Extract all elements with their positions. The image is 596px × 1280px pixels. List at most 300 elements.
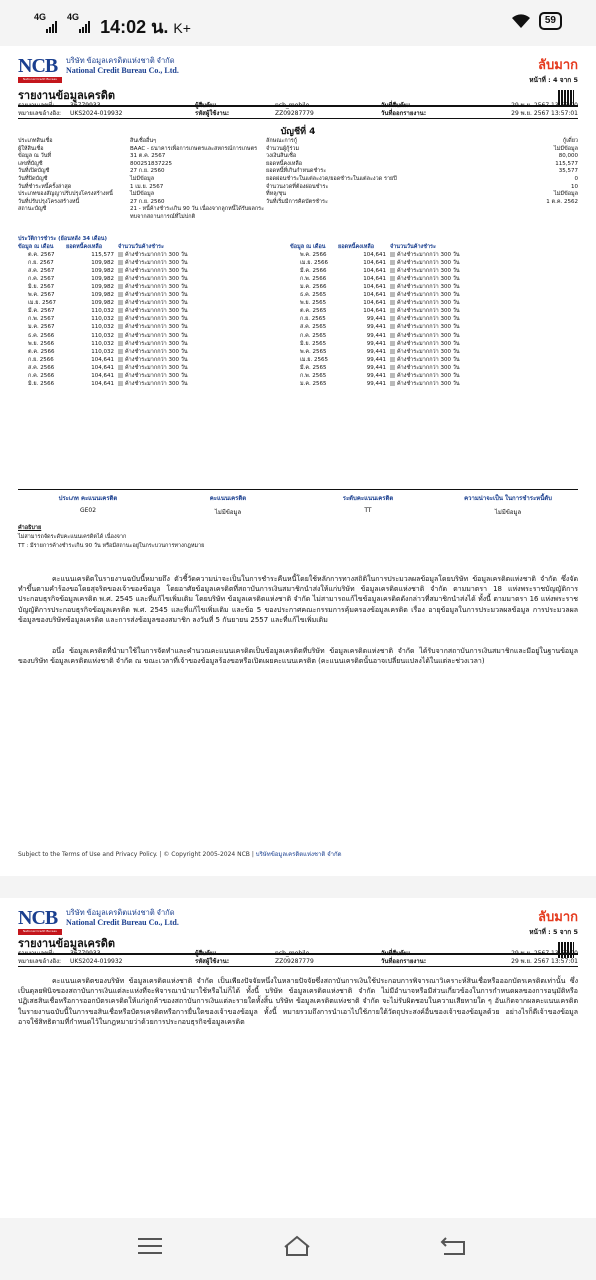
history-month bbox=[18, 251, 66, 259]
page-number: หน้าที่ : 4 จาก 5 bbox=[529, 76, 578, 84]
history-text: ค้างชำระมากกว่า 300 วัน bbox=[397, 276, 460, 283]
confidential-label: ลับมาก bbox=[538, 910, 578, 925]
history-text: ค้างชำระมากกว่า 300 วัน bbox=[125, 380, 188, 387]
account-cell: 27 ก.ย. 2560 bbox=[130, 198, 165, 205]
clock: 14:02 น. bbox=[100, 17, 169, 37]
status-left bbox=[34, 12, 191, 41]
history-row bbox=[18, 364, 238, 372]
history-text: 99,441 bbox=[366, 332, 386, 339]
page-number: หน้าที่ : 5 จาก 5 bbox=[529, 928, 578, 936]
status-box-icon bbox=[390, 349, 395, 354]
report-date: 29 พ.ย. 2567 13:57:01 bbox=[511, 958, 578, 965]
account-cell: ไม่มีข้อมูล bbox=[130, 191, 155, 198]
history-text: ค้างชำระมากกว่า 300 วัน bbox=[125, 268, 188, 275]
history-month bbox=[290, 267, 338, 275]
history-status bbox=[390, 291, 510, 299]
history-month bbox=[18, 323, 66, 331]
history-row bbox=[290, 372, 510, 380]
company-name-en: National Credit Bureau Co., Ltd. bbox=[66, 918, 179, 927]
account-cell: ไม่มีข้อมูล bbox=[553, 191, 578, 198]
history-balance bbox=[338, 323, 390, 331]
footer-link[interactable]: บริษัทข้อมูลเครดิตแห่งชาติ จำกัด bbox=[255, 851, 342, 858]
history-row bbox=[290, 291, 510, 299]
account-cell: ที่หลุ/ชุน bbox=[266, 191, 286, 198]
history-month bbox=[18, 267, 66, 275]
disclaimer-paragraph-3: คะแนนเครดิตของบริษัท ข้อมูลเครดิตแห่งชาติ จำกัด เป็นเพียงปัจจัยหนึ่งในหลายปัจจัยซึ่งสถาบันการเงินใช้ประกอบการพิจารณาวิเคราะห์สินเชื่อหรือออกบัตรเครดิตเท่านั้น ซึ่งเป็นดุลยพินิจของสถาบันการเงินแต่ละแห่งที่จะพิจารณานำมาใช้หรือไม่ก็ได้ ทั้งนี้ บริษัท ข้อมูลเครดิตแห่งชาติ จำกัด ไม่มีอำนาจหรือมีส่วนเกี่ยวข้องในการกำหนดผลของการอนุมัติหรือปฏิเสธสินเชื่อหรือการออกบัตรเครดิตให้แก่ลูกค้าของสถาบันการเงินแต่ละรายใดทั้งสิ้น บริษัท ข้อมูลเครดิตแห่งชาติ จำกัด จะไม่รับผิดชอบในความเสียหายใด ๆ อันเกิดจากผลคะแนนเครดิตในรายงานฉบับนี้ในการขอสินเชื่อหรือบัตรเครดิตหรือการยื่นใดของเจ้าของข้อมูล ทั้งนี้ หมายรวมถึงการนำเอาไปใช้ภายใต้วัตถุประสงค์อื่นของเจ้าของข้อมูลด้วย อย่างไรก็ดีเจ้าของข้อมูลอาจใช้สิทธิตามที่กำหนดไว้ในกฎหมายว่าด้วยการประกอบธุรกิจข้อมูลเครดิต bbox=[18, 977, 578, 1026]
history-balance bbox=[66, 275, 118, 283]
account-cell: วันที่เริ่มมีการคิดบัตรชำระ bbox=[266, 198, 328, 205]
history-month bbox=[290, 251, 338, 259]
history-text: 99,441 bbox=[366, 364, 386, 371]
disclaimer-paragraph-1: คะแนนเครดิตในรายงานฉบับนี้หมายถึง ตัวชี้วัดความน่าจะเป็นในการชำระคืนหนี้โดยใช้หลักการทางสถิติในการประมวลผลข้อมูลโดยบริษัท ข้อมูลเครดิตแห่งชาติ จำกัด ซึ่งจัดทำขึ้นตามคำร้องขอโดยสุจริตของเจ้าของข้อมูล โดยอาศัยข้อมูลเครดิตที่สถาบันการเงินสมาชิกนำส่งให้แก่บริษัท ข้อมูลเครดิตแห่งชาติ จำกัด ตามมาตรา 18 แห่งพระราชบัญญัติการประกอบธุรกิจข้อมูลเครดิต พ.ศ. 2545 และที่แก้ไขเพิ่มเติม โดยบริษัท ข้อมูลเครดิตแห่งชาติ จำกัด ไม่สามารถแก้ไขข้อมูลเครดิตดังกล่าวที่สมาชิกนำส่งได้ ทั้งนี้ ตามมาตรา 16 แห่งพระราชบัญญัติการประกอบธุรกิจข้อมูลเครดิต พ.ศ. 2545 และที่แก้ไขเพิ่มเติม และข้อ 5 ของประกาศคณะกรรมการคุ้มครองข้อมูลเครดิต เรื่อง อายุข้อมูลในการประมวลผลข้อมูล การประมวลผลข้อมูลของบริษัทข้อมูลเครดิต และการส่งข้อมูลของสมาชิก ลงวันที่ 5 กันยายน 2557 และที่แก้ไขเพิ่มเติม bbox=[18, 575, 578, 624]
account-cell: ประเภทของสัญญาปรับปรุงโครงสร้างหนี้ bbox=[18, 191, 113, 198]
status-right bbox=[511, 12, 562, 30]
meta-label: วันที่สืบค้น: bbox=[381, 102, 411, 109]
history-text: ส.ค. 2567 bbox=[28, 268, 55, 275]
status-box-icon bbox=[118, 284, 123, 289]
history-text: ต.ค. 2566 bbox=[28, 348, 55, 355]
account-cell: 800251837225 bbox=[130, 160, 172, 167]
history-balance bbox=[338, 380, 390, 388]
history-text: 110,032 bbox=[91, 324, 114, 331]
history-row bbox=[18, 332, 238, 340]
status-box-icon bbox=[118, 381, 123, 386]
report-title: รายงานข้อมูลเครดิต bbox=[18, 934, 578, 955]
history-row bbox=[290, 323, 510, 331]
page-footer bbox=[18, 849, 342, 859]
score-probability: ไม่มีข้อมูล bbox=[494, 509, 522, 516]
history-month bbox=[290, 299, 338, 307]
history-balance bbox=[66, 332, 118, 340]
account-row bbox=[18, 191, 578, 199]
history-text: ก.ย. 2566 bbox=[28, 356, 54, 363]
history-text: ค้างชำระมากกว่า 300 วัน bbox=[125, 340, 188, 347]
recent-apps-icon[interactable] bbox=[135, 1234, 165, 1258]
history-balance bbox=[338, 364, 390, 372]
home-icon[interactable] bbox=[282, 1234, 312, 1258]
account-cell: 35,577 bbox=[558, 168, 578, 175]
notes bbox=[18, 524, 578, 551]
history-balance bbox=[66, 340, 118, 348]
account-cell: สินเชื่ออื่นๆ bbox=[130, 138, 157, 144]
account-details bbox=[18, 138, 578, 222]
history-text: ธ.ค. 2566 bbox=[28, 332, 55, 339]
history-month bbox=[290, 364, 338, 372]
note-line: TT : มีรายการค้างชำระเกิน 90 วัน หรือมีสถานะอยู่ในกระบวนการทางกฎหมาย bbox=[18, 543, 205, 549]
status-box-icon bbox=[118, 333, 123, 338]
history-text: ค้างชำระมากกว่า 300 วัน bbox=[125, 300, 188, 307]
history-month bbox=[290, 307, 338, 315]
history-row bbox=[290, 332, 510, 340]
credit-score-summary bbox=[18, 489, 578, 517]
account-cell: วันที่เปิดบัญชี bbox=[18, 168, 50, 175]
query-date: 29 พ.ย. 2567 13:57:00 bbox=[511, 102, 578, 109]
report-title: รายงานข้อมูลเครดิต bbox=[18, 86, 578, 107]
logo-text: NCB bbox=[18, 907, 58, 929]
user-id: ZZ09287779 bbox=[275, 110, 314, 117]
history-row bbox=[18, 267, 238, 275]
account-cell: วันที่ชำระหนี้ครั้งล่าสุด bbox=[18, 183, 72, 190]
status-box-icon bbox=[118, 373, 123, 378]
account-cell: จำนวนผู้กู้ร่วม bbox=[266, 145, 300, 152]
report-meta bbox=[18, 950, 578, 967]
history-text: 109,982 bbox=[91, 284, 114, 291]
history-status bbox=[118, 372, 238, 380]
logo-sub: National Credit Bureau bbox=[18, 929, 62, 935]
account-cell: เลขที่บัญชี bbox=[18, 160, 43, 167]
history-status bbox=[390, 323, 510, 331]
status-box-icon bbox=[118, 349, 123, 354]
status-box-icon bbox=[118, 308, 123, 313]
history-text: 104,641 bbox=[91, 364, 114, 371]
history-text: 104,641 bbox=[363, 300, 386, 307]
back-icon[interactable] bbox=[438, 1234, 468, 1258]
history-text: ส.ค. 2566 bbox=[28, 364, 55, 371]
history-balance bbox=[338, 275, 390, 283]
requester: ncb_mobile bbox=[275, 950, 310, 957]
status-box-icon bbox=[118, 365, 123, 370]
status-box-icon bbox=[390, 333, 395, 338]
history-month bbox=[290, 291, 338, 299]
account-cell: 1 ต.ค. 2562 bbox=[546, 198, 578, 205]
history-balance bbox=[66, 364, 118, 372]
history-row bbox=[290, 283, 510, 291]
ncb-logo bbox=[18, 56, 62, 84]
history-balance bbox=[66, 380, 118, 388]
history-text: ค้างชำระมากกว่า 300 วัน bbox=[397, 380, 460, 387]
history-balance bbox=[338, 340, 390, 348]
history-row bbox=[18, 259, 238, 267]
account-row bbox=[18, 138, 578, 146]
account-heading: บัญชีที่ 4 bbox=[280, 127, 316, 137]
history-text: ค้างชำระมากกว่า 300 วัน bbox=[125, 316, 188, 323]
history-row bbox=[290, 299, 510, 307]
history-text: ก.ย. 2565 bbox=[300, 316, 326, 323]
history-row bbox=[290, 267, 510, 275]
history-balance bbox=[66, 348, 118, 356]
account-row bbox=[18, 153, 578, 161]
history-row bbox=[18, 283, 238, 291]
history-month bbox=[18, 307, 66, 315]
history-month bbox=[18, 259, 66, 267]
account-cell: วันที่ปิดบัญชี bbox=[18, 175, 48, 182]
history-balance bbox=[338, 332, 390, 340]
status-box-icon bbox=[390, 316, 395, 321]
score-value: ไม่มีข้อมูล bbox=[214, 509, 242, 516]
history-text: ก.พ. 2565 bbox=[300, 372, 327, 379]
history-text: 99,441 bbox=[366, 348, 386, 355]
reference-number: UKS2024-019932 bbox=[70, 110, 123, 117]
account-row bbox=[18, 206, 578, 221]
history-text: มิ.ย. 2567 bbox=[28, 284, 55, 291]
history-text: ค้างชำระมากกว่า 300 วัน bbox=[125, 324, 188, 331]
history-month bbox=[18, 299, 66, 307]
meta-label: หมายเลขอ้างอิง: bbox=[18, 110, 62, 117]
history-month bbox=[290, 356, 338, 364]
history-balance bbox=[338, 299, 390, 307]
history-status bbox=[390, 267, 510, 275]
history-text: ค้างชำระมากกว่า 300 วัน bbox=[397, 316, 460, 323]
history-row bbox=[290, 380, 510, 388]
history-balance bbox=[338, 348, 390, 356]
account-cell: กู้เดี่ยว bbox=[562, 138, 578, 144]
history-status bbox=[390, 364, 510, 372]
requester: ncb_mobile bbox=[275, 102, 310, 109]
history-text: เม.ย. 2566 bbox=[300, 260, 328, 267]
history-balance bbox=[66, 307, 118, 315]
meta-label: ผู้สืบค้น: bbox=[195, 950, 217, 957]
history-status bbox=[390, 299, 510, 307]
status-box-icon bbox=[118, 341, 123, 346]
history-row bbox=[18, 315, 238, 323]
history-status bbox=[118, 275, 238, 283]
history-text: 99,441 bbox=[366, 380, 386, 387]
history-status bbox=[118, 380, 238, 388]
history-text: 99,441 bbox=[366, 356, 386, 363]
history-status bbox=[118, 291, 238, 299]
history-balance bbox=[338, 307, 390, 315]
history-balance bbox=[338, 291, 390, 299]
history-row bbox=[290, 364, 510, 372]
network-type-2: 4G bbox=[67, 12, 80, 22]
status-box-icon bbox=[118, 260, 123, 265]
history-row bbox=[290, 340, 510, 348]
history-month bbox=[290, 259, 338, 267]
account-cell: ยอดหนี้คงเหลือ bbox=[266, 160, 303, 167]
network-type-1: 4G bbox=[34, 12, 47, 22]
history-text: 109,982 bbox=[91, 276, 114, 283]
account-cell: จำนวนงวดที่ต้องผ่อนชำระ bbox=[266, 183, 329, 190]
history-row bbox=[18, 356, 238, 364]
history-table-left bbox=[18, 243, 238, 388]
history-text: 109,982 bbox=[91, 292, 114, 299]
history-col-header: จำนวนวันค้างชำระ bbox=[118, 244, 164, 250]
history-row bbox=[18, 275, 238, 283]
status-box-icon bbox=[390, 324, 395, 329]
history-text: ค้างชำระมากกว่า 300 วัน bbox=[397, 364, 460, 371]
history-status bbox=[390, 348, 510, 356]
history-text: 115,577 bbox=[91, 252, 114, 259]
history-text: ต.ค. 2567 bbox=[28, 252, 55, 259]
account-cell: BAAC - ธนาคารเพื่อการเกษตรและสหกรณ์การเกษตร bbox=[130, 145, 258, 152]
account-cell: ยอดผ่อนชำระในแต่ละงวด/ยอดชำระในแต่ละงวด รายปี bbox=[266, 175, 397, 182]
history-status bbox=[118, 283, 238, 291]
history-text: 104,641 bbox=[91, 372, 114, 379]
score-level: TT bbox=[364, 507, 372, 514]
history-month bbox=[18, 332, 66, 340]
score-header: คะแนนเครดิต bbox=[209, 495, 247, 502]
status-box-icon bbox=[118, 324, 123, 329]
history-text: ค้างชำระมากกว่า 300 วัน bbox=[125, 308, 188, 315]
history-status bbox=[118, 307, 238, 315]
user-id: ZZ09287779 bbox=[275, 958, 314, 965]
status-box-icon bbox=[390, 300, 395, 305]
history-text: 104,641 bbox=[91, 380, 114, 387]
history-month bbox=[18, 340, 66, 348]
history-text: มิ.ย. 2566 bbox=[28, 380, 55, 387]
history-text: พ.ค. 2565 bbox=[300, 348, 327, 355]
signal-icon-2 bbox=[79, 21, 91, 33]
history-status bbox=[390, 340, 510, 348]
account-cell bbox=[266, 206, 416, 221]
history-month bbox=[18, 315, 66, 323]
history-month bbox=[290, 372, 338, 380]
status-box-icon bbox=[390, 341, 395, 346]
account-cell: 31 ต.ค. 2567 bbox=[130, 153, 166, 160]
history-balance bbox=[338, 267, 390, 275]
history-text: ค้างชำระมากกว่า 300 วัน bbox=[125, 284, 188, 291]
history-row bbox=[18, 299, 238, 307]
account-row bbox=[18, 176, 578, 184]
meta-label: รายงานเลขที่: bbox=[18, 950, 55, 957]
account-cell: ลักษณะการกู้ bbox=[266, 138, 298, 144]
history-text: พ.ค. 2566 bbox=[300, 252, 327, 259]
history-text: ก.ย. 2567 bbox=[28, 260, 54, 267]
history-month bbox=[290, 348, 338, 356]
history-balance bbox=[66, 291, 118, 299]
account-cell: 80,000 bbox=[558, 153, 578, 160]
confidential-block bbox=[529, 906, 578, 937]
history-text: ค้างชำระมากกว่า 300 วัน bbox=[397, 356, 460, 363]
history-text: ค้างชำระมากกว่า 300 วัน bbox=[397, 292, 460, 299]
history-text: ก.พ. 2567 bbox=[28, 316, 55, 323]
history-text: ค้างชำระมากกว่า 300 วัน bbox=[397, 252, 460, 259]
history-text: 104,641 bbox=[363, 276, 386, 283]
history-status bbox=[118, 259, 238, 267]
status-box-icon bbox=[390, 292, 395, 297]
account-cell bbox=[416, 206, 578, 221]
account-cell: 1 เม.ย. 2567 bbox=[130, 183, 164, 190]
history-text: ส.ค. 2565 bbox=[300, 324, 327, 331]
history-month bbox=[290, 380, 338, 388]
history-text: 104,641 bbox=[363, 284, 386, 291]
history-text: ก.ค. 2565 bbox=[300, 332, 327, 339]
history-text: ค้างชำระมากกว่า 300 วัน bbox=[125, 348, 188, 355]
company-name bbox=[66, 908, 179, 928]
history-text: 104,641 bbox=[363, 308, 386, 315]
meta-label: วันที่สืบค้น: bbox=[381, 950, 411, 957]
score-header: ระดับคะแนนเครดิต bbox=[342, 495, 394, 502]
logo-sub: National Credit Bureau bbox=[18, 77, 62, 83]
history-text: ค้างชำระมากกว่า 300 วัน bbox=[397, 268, 460, 275]
history-col-header: ข้อมูล ณ เดือน bbox=[290, 244, 326, 250]
history-status bbox=[118, 267, 238, 275]
status-box-icon bbox=[118, 276, 123, 281]
meta-label: รหัสผู้ใช้งาน: bbox=[195, 110, 230, 117]
history-text: ธ.ค. 2565 bbox=[300, 292, 327, 299]
history-status bbox=[390, 307, 510, 315]
status-box-icon bbox=[390, 260, 395, 265]
status-box-icon bbox=[390, 308, 395, 313]
history-title: ประวัติการชำระ (ย้อนหลัง 34 เดือน) bbox=[18, 236, 108, 242]
history-month bbox=[18, 356, 66, 364]
meta-label: วันที่ออกรายงาน: bbox=[381, 958, 427, 965]
history-status bbox=[390, 356, 510, 364]
history-text: ค้างชำระมากกว่า 300 วัน bbox=[397, 340, 460, 347]
history-text: ค้างชำระมากกว่า 300 วัน bbox=[397, 260, 460, 267]
history-row bbox=[18, 380, 238, 388]
history-text: ค้างชำระมากกว่า 300 วัน bbox=[397, 300, 460, 307]
history-status bbox=[118, 348, 238, 356]
history-text: ม.ค. 2567 bbox=[28, 324, 55, 331]
history-balance bbox=[66, 315, 118, 323]
history-month bbox=[290, 332, 338, 340]
history-balance bbox=[66, 299, 118, 307]
account-cell: ไม่มีข้อมูล bbox=[553, 145, 578, 152]
history-text: 104,641 bbox=[363, 268, 386, 275]
history-month bbox=[290, 283, 338, 291]
history-text: เม.ย. 2567 bbox=[28, 300, 56, 307]
company-name bbox=[66, 56, 179, 76]
footer-text: Subject to the Terms of Use and Privacy Policy. | © Copyright 2005-2024 NCB | bbox=[18, 851, 254, 858]
company-name-th: บริษัท ข้อมูลเครดิตแห่งชาติ จำกัด bbox=[66, 908, 175, 917]
history-balance bbox=[338, 251, 390, 259]
history-status bbox=[390, 275, 510, 283]
history-text: ก.พ. 2566 bbox=[300, 276, 327, 283]
confidential-label: ลับมาก bbox=[538, 58, 578, 73]
status-box-icon bbox=[390, 365, 395, 370]
status-box-icon bbox=[390, 357, 395, 362]
history-balance bbox=[66, 372, 118, 380]
history-month bbox=[18, 380, 66, 388]
history-text: ม.ค. 2566 bbox=[300, 284, 327, 291]
company-name-th: บริษัท ข้อมูลเครดิตแห่งชาติ จำกัด bbox=[66, 56, 175, 65]
history-row bbox=[18, 348, 238, 356]
status-box-icon bbox=[390, 276, 395, 281]
history-balance bbox=[66, 251, 118, 259]
history-status bbox=[390, 251, 510, 259]
history-month bbox=[18, 291, 66, 299]
company-name-en: National Credit Bureau Co., Ltd. bbox=[66, 66, 179, 75]
history-text: มิ.ย. 2565 bbox=[300, 340, 327, 347]
account-cell: สถานะบัญชี bbox=[18, 206, 47, 213]
history-balance bbox=[338, 283, 390, 291]
status-box-icon bbox=[390, 268, 395, 273]
history-month bbox=[290, 323, 338, 331]
status-box-icon bbox=[118, 357, 123, 362]
reference-number: UKS2024-019932 bbox=[70, 958, 123, 965]
history-month bbox=[18, 348, 66, 356]
history-balance bbox=[66, 323, 118, 331]
query-date: 29 พ.ย. 2567 13:57:00 bbox=[511, 950, 578, 957]
account-cell: ยอดหนี้ที่เกินกำหนดชำระ bbox=[266, 168, 327, 175]
history-row bbox=[18, 372, 238, 380]
history-status bbox=[390, 259, 510, 267]
history-text: ค้างชำระมากกว่า 300 วัน bbox=[125, 356, 188, 363]
history-text: ค้างชำระมากกว่า 300 วัน bbox=[397, 308, 460, 315]
history-status bbox=[118, 364, 238, 372]
score-header: ความน่าจะเป็น ในการชำระหนี้ดับ bbox=[464, 495, 552, 502]
history-text: 104,641 bbox=[363, 252, 386, 259]
history-status bbox=[390, 372, 510, 380]
history-status bbox=[118, 332, 238, 340]
history-balance bbox=[66, 267, 118, 275]
score-header: ประเภท คะแนนเครดิต bbox=[58, 495, 118, 502]
history-row bbox=[18, 307, 238, 315]
history-balance bbox=[66, 283, 118, 291]
report-meta bbox=[18, 102, 578, 119]
account-cell: วงเงินสินเชื่อ bbox=[266, 153, 297, 160]
history-balance bbox=[338, 259, 390, 267]
signal-icon bbox=[46, 21, 58, 33]
meta-label: ผู้สืบค้น: bbox=[195, 102, 217, 109]
account-cell: 115,577 bbox=[555, 160, 578, 167]
history-balance bbox=[338, 315, 390, 323]
history-status bbox=[118, 323, 238, 331]
history-text: พ.ค. 2567 bbox=[28, 292, 55, 299]
account-cell: ข้อมูล ณ วันที่ bbox=[18, 153, 52, 160]
history-status bbox=[118, 251, 238, 259]
